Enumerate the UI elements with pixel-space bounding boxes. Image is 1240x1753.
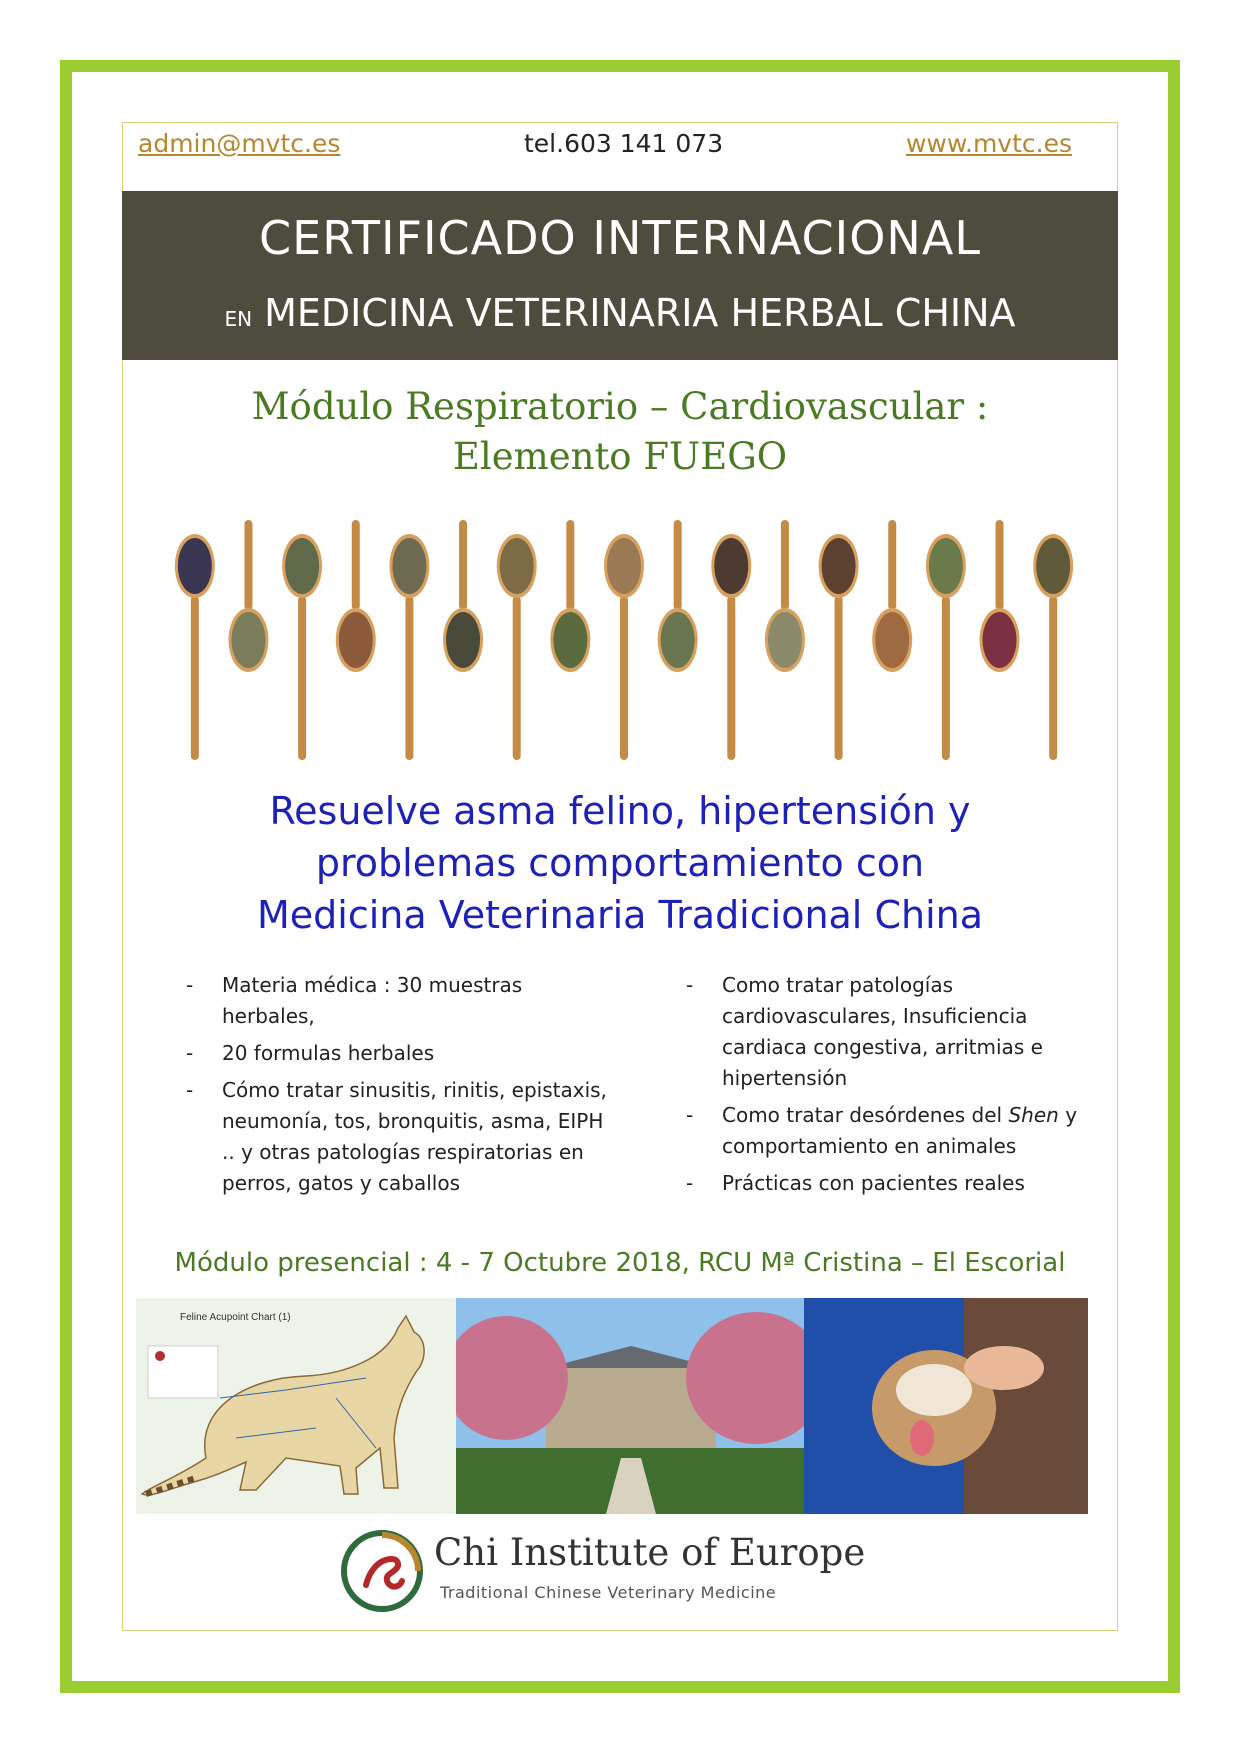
herb-pile: [339, 612, 373, 668]
module-title-line2: Elemento FUEGO: [452, 435, 788, 478]
bullet-list-left: [186, 970, 616, 1205]
spoon-handle: [352, 520, 360, 610]
bullet-text: [722, 1103, 1077, 1158]
phone-number: tel.603 141 073: [524, 129, 724, 158]
list-item: [686, 1168, 1096, 1199]
spoon-handle: [888, 520, 896, 610]
dragon-seal-icon: [340, 1529, 424, 1613]
herb-pile: [607, 538, 641, 594]
chart-logo-mark: [155, 1351, 165, 1361]
chi-institute-logo: [340, 1525, 900, 1617]
subtitle-prefix: EN: [224, 307, 253, 331]
logo-name: Chi Institute of Europe: [434, 1531, 866, 1574]
herb-pile: [714, 538, 748, 594]
feline-acupoint-chart-image: [136, 1298, 456, 1514]
herb-spoon: [819, 534, 859, 760]
spoon-handle: [513, 596, 521, 760]
hand: [964, 1346, 1044, 1390]
herb-pile: [285, 538, 319, 594]
herb-spoon: [228, 520, 268, 672]
garden-scene: [456, 1298, 804, 1514]
spoon-handle: [620, 596, 628, 760]
spoon-handle: [727, 596, 735, 760]
herb-pile: [768, 612, 802, 668]
bullet-text-part: y comportamiento en animales: [722, 1103, 1078, 1158]
chart-title: Feline Acupoint Chart (1): [180, 1312, 291, 1323]
herb-spoon: [872, 520, 912, 672]
list-item: [686, 970, 1096, 1094]
bullet-dash: -: [186, 1041, 194, 1065]
dog-acupuncture-photo: [804, 1298, 1088, 1514]
website-link[interactable]: www.mvtc.es: [905, 129, 1072, 158]
spoon-handle: [1049, 596, 1057, 760]
herb-pile: [875, 612, 909, 668]
spoon-handle: [996, 520, 1004, 610]
bullet-text: Prácticas con pacientes reales: [722, 1171, 1025, 1195]
module-dates: Módulo presencial : 4 - 7 Octubre 2018, RCU Mª Cristina – El Escorial: [174, 1248, 1066, 1278]
spoon-handle: [942, 596, 950, 760]
headline-line3: Medicina Veterinaria Tradicional China: [256, 893, 983, 937]
dog-face: [896, 1364, 972, 1416]
contact-row: [138, 126, 1098, 166]
herbal-spoons-image: [168, 520, 1080, 760]
photo-strip: [136, 1298, 1088, 1514]
herb-pile: [983, 612, 1017, 668]
module-title-line1: Módulo Respiratorio – Cardiovascular :: [251, 385, 989, 428]
dog-scene: [804, 1298, 1088, 1514]
spoon-handle: [298, 596, 306, 760]
herb-spoon: [443, 520, 483, 672]
herb-pile: [392, 538, 426, 594]
herb-spoon: [175, 534, 215, 760]
spoon-handle: [781, 520, 789, 610]
herb-pile: [929, 538, 963, 594]
herb-spoon: [1033, 534, 1073, 760]
bullet-dash: -: [186, 1078, 194, 1102]
herb-spoon: [980, 520, 1020, 672]
cat-illustration: [136, 1298, 456, 1514]
list-item: [186, 1075, 616, 1199]
spoon-handle: [674, 520, 682, 610]
bullet-text: 20 formulas herbales: [222, 1041, 435, 1065]
dog-tongue: [910, 1420, 934, 1456]
list-item: [686, 1100, 1096, 1162]
herb-spoon: [282, 534, 322, 760]
bullet-list-right: [686, 970, 1096, 1205]
herb-spoon: [497, 534, 537, 760]
spoon-handle: [405, 596, 413, 760]
herb-spoon: [765, 520, 805, 672]
bullet-text: Como tratar patologías cardiovasculares, Insuficiencia cardiaca congestiva, arritmias e hipertensión: [722, 973, 1043, 1090]
bullet-dash: -: [686, 1171, 694, 1195]
spoon-handle: [459, 520, 467, 610]
herb-spoon: [389, 534, 429, 760]
herb-pile: [500, 538, 534, 594]
list-item: [186, 1038, 616, 1069]
certificate-title: CERTIFICADO INTERNACIONAL: [259, 211, 981, 265]
herb-pile: [822, 538, 856, 594]
bullet-dash: -: [686, 973, 694, 997]
bullet-text-italic: Shen: [1008, 1103, 1059, 1127]
herb-spoon: [336, 520, 376, 672]
headline-line2: problemas comportamiento con: [315, 841, 925, 885]
herb-pile: [1036, 538, 1070, 594]
headline-line1: Resuelve asma felino, hipertensión y: [269, 789, 971, 833]
spoon-handle: [566, 520, 574, 610]
el-escorial-garden-photo: [456, 1298, 804, 1514]
title-band: [122, 191, 1118, 360]
herb-pile: [661, 612, 695, 668]
list-item: [186, 970, 616, 1032]
bullet-dash: -: [686, 1103, 694, 1127]
bullet-text: Materia médica : 30 muestras herbales,: [222, 973, 523, 1028]
spoon-handle: [244, 520, 252, 610]
cat-body: [142, 1316, 424, 1495]
email-link[interactable]: admin@mvtc.es: [138, 129, 341, 158]
module-title: [122, 382, 1118, 482]
herb-spoon: [550, 520, 590, 672]
herb-pile: [231, 612, 265, 668]
subtitle-text: MEDICINA VETERINARIA HERBAL CHINA: [264, 291, 1016, 335]
spoon-handle: [191, 596, 199, 760]
herb-spoon: [658, 520, 698, 672]
headline: [122, 785, 1118, 941]
seal-inner: [354, 1543, 410, 1599]
spoon-handle: [835, 596, 843, 760]
certificate-subtitle: [122, 291, 1118, 335]
bullet-dash: -: [186, 973, 194, 997]
herb-pile: [553, 612, 587, 668]
logo-tagline: Traditional Chinese Veterinary Medicine: [440, 1583, 777, 1602]
herbal-spoons-illustration: [168, 520, 1080, 760]
bullet-text: Cómo tratar sinusitis, rinitis, epistaxis, neumonía, tos, bronquitis, asma, EIPH .. y otras patologías respiratorias en perros, gatos y caballos: [222, 1078, 607, 1195]
herb-spoon: [711, 534, 751, 760]
herb-spoon: [926, 534, 966, 760]
herb-pile: [446, 612, 480, 668]
bullet-text-part: Como tratar desórdenes del: [722, 1103, 1009, 1127]
herb-pile: [178, 538, 212, 594]
herb-spoon: [604, 534, 644, 760]
